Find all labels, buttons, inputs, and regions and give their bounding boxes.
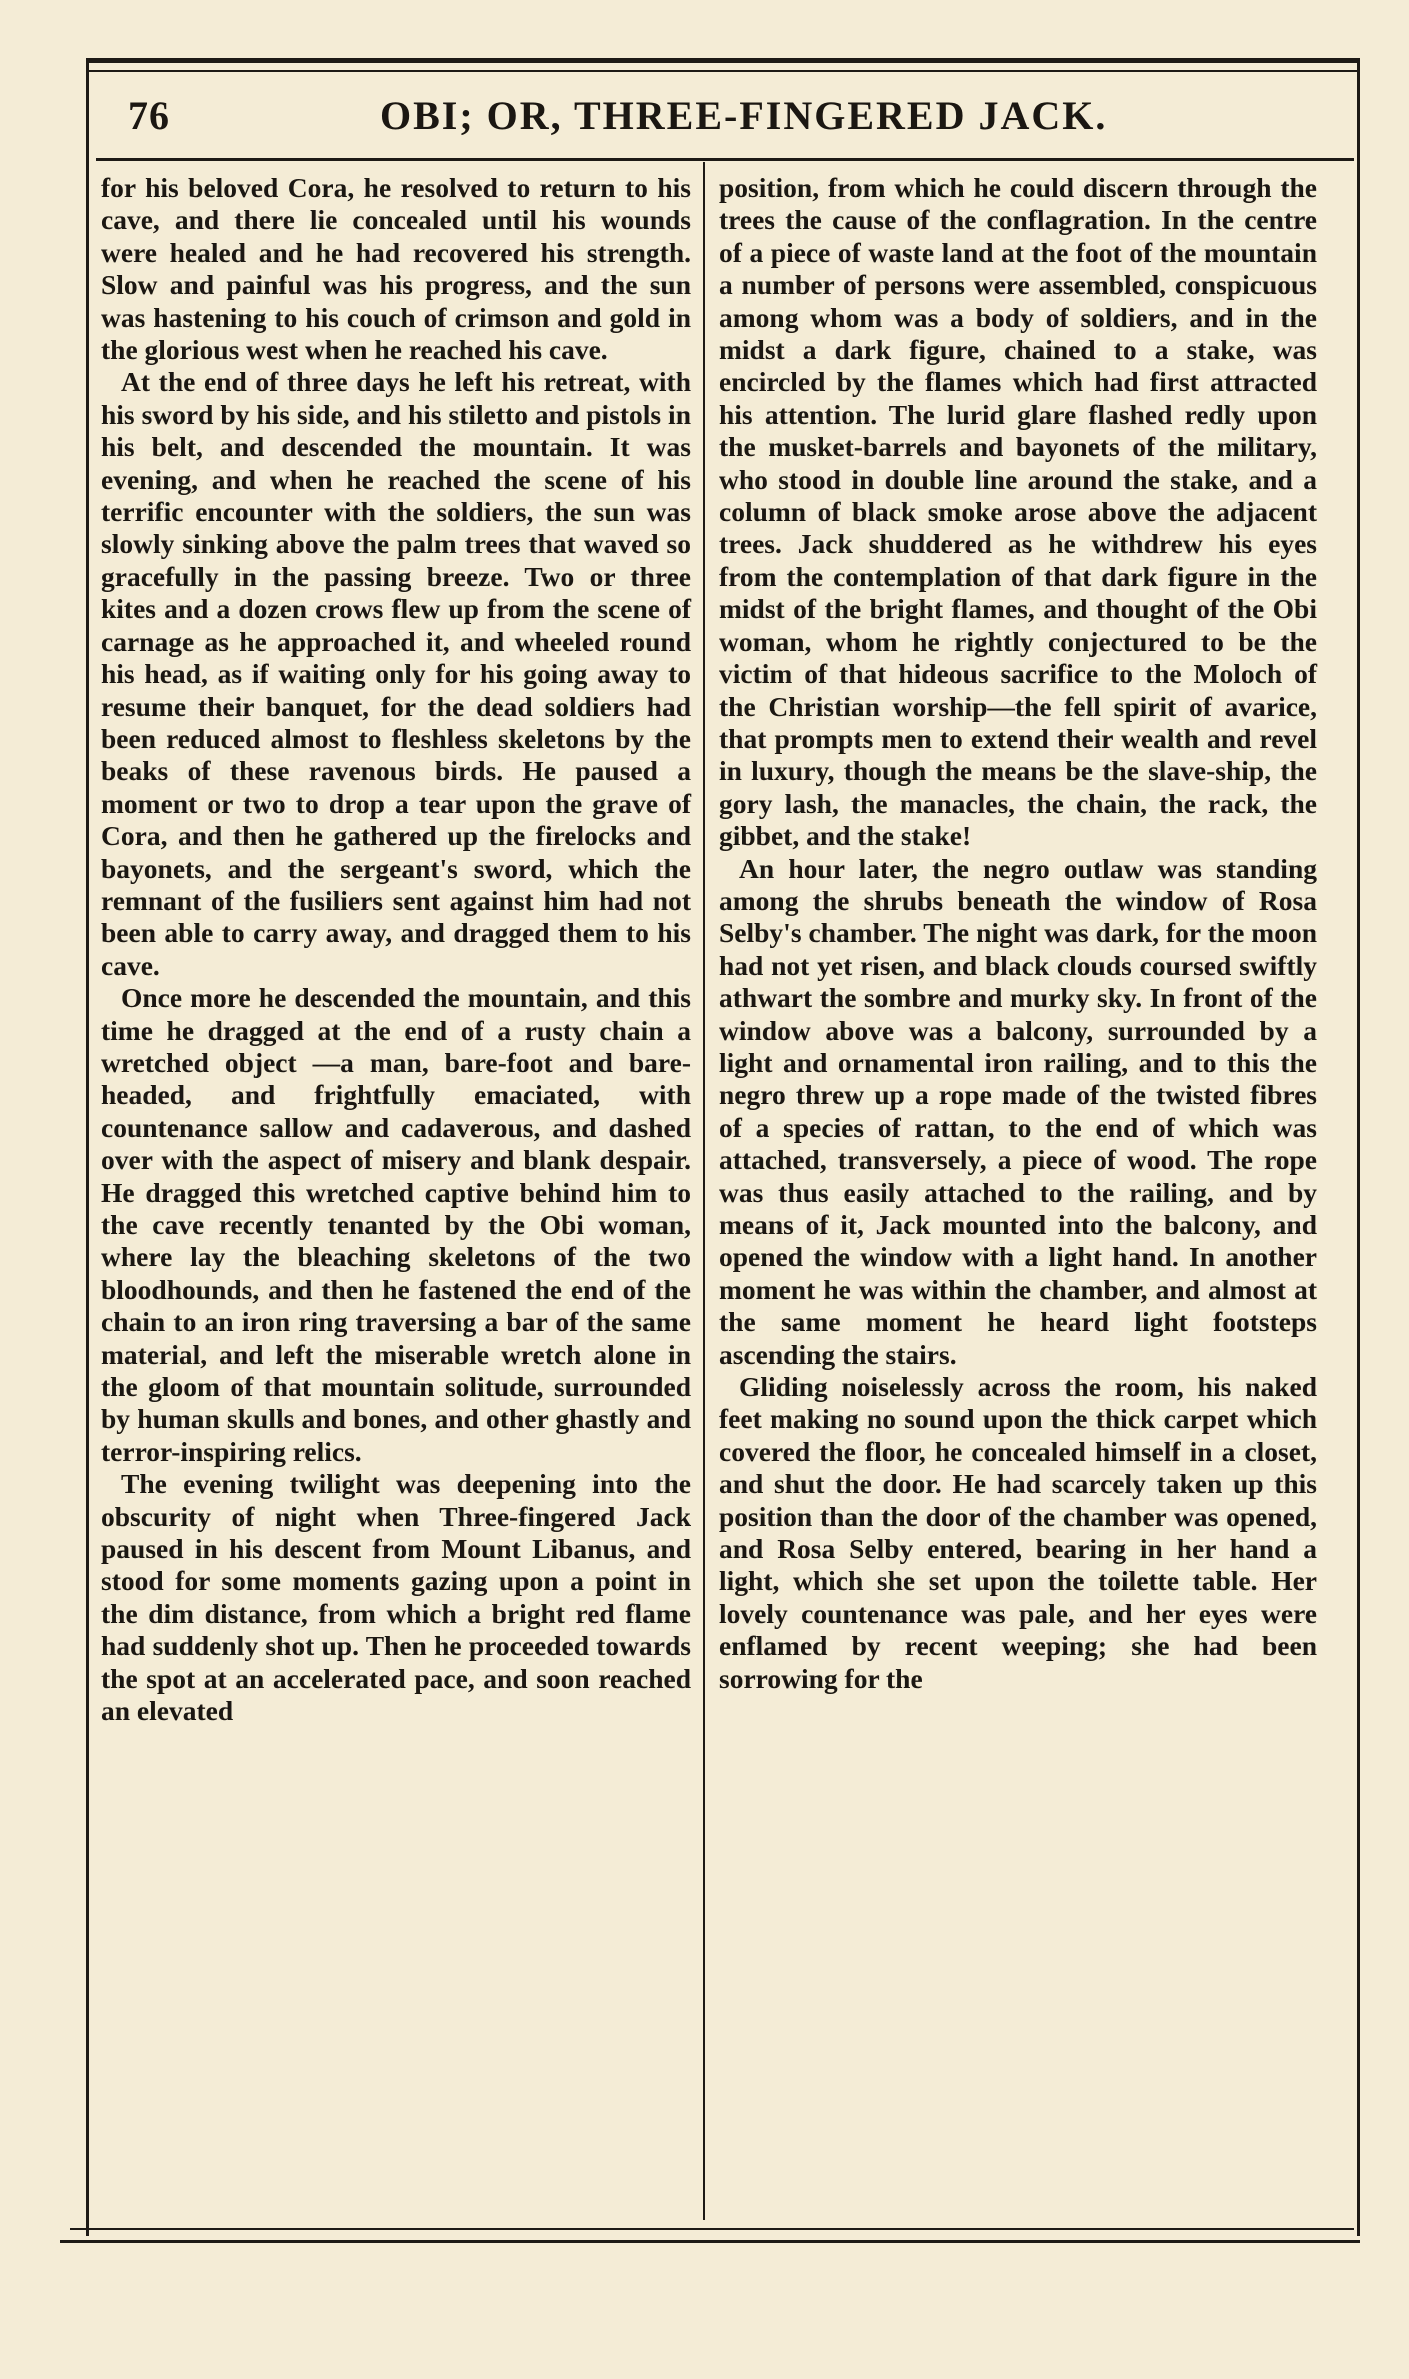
running-title: OBI; OR, THREE-FINGERED JACK.	[380, 93, 1108, 138]
right-column	[719, 172, 1317, 1695]
paragraph: position, from which he could discern through the trees the cause of the conflagration. In the centre of a piece of waste land at the foot of the mountain a number of persons were assembled, conspicuous among whom was a body of soldiers, and in the midst a dark figure, chained to a stake, was encircled by the flames which had first attracted his attention. The lurid glare flashed redly upon the musket-barrels and bayonets of the military, who stood in double line around the stake, and a column of black smoke arose above the adjacent trees. Jack shuddered as he withdrew his eyes from the contemplation of that dark figure in the midst of the bright flames, and thought of the Obi woman, whom he rightly conjectured to be the victim of that hideous sacrifice to the Moloch of the Christian worship—the fell spirit of avarice, that prompts men to extend their wealth and revel in luxury, though the means be the slave-ship, the gory lash, the manacles, the chain, the rack, the gibbet, and the stake!	[719, 172, 1317, 852]
paragraph: Gliding noiselessly across the room, his naked feet making no sound upon the thick carpet which covered the floor, he concealed himself in a closet, and shut the door. He had scarcely taken up this position than the door of the chamber was opened, and Rosa Selby entered, bearing in her hand a light, which she set upon the toilette table. Her lovely countenance was pale, and her eyes were enflamed by recent weeping; she had been sorrowing for the	[719, 1371, 1317, 1694]
bottom-border-rule	[70, 2228, 1354, 2230]
paragraph: for his beloved Cora, he resolved to return to his cave, and there lie concealed until his wounds were healed and he had recovered his strength. Slow and painful was his progress, and the sun was hastening to his couch of crimson and gold in the glorious west when he reached his cave.	[101, 172, 691, 366]
paragraph: At the end of three days he left his retreat, with his sword by his side, and his stiletto and pistols in his belt, and descended the mountain. It was evening, and when he reached the scene of his terrific encounter with the soldiers, the sun was slowly sinking above the palm trees that waved so gracefully in the passing breeze. Two or three kites and a dozen crows flew up from the scene of carnage as he approached it, and wheeled round his head, as if waiting only for his going away to resume their banquet, for the dead soldiers had been reduced almost to fleshless skeletons by the beaks of these ravenous birds. He paused a moment or two to drop a tear upon the grave of Cora, and then he gathered up the firelocks and bayonets, and the sergeant's sword, which the remnant of the fusiliers sent against him had not been able to carry away, and dragged them to his cave.	[101, 366, 691, 981]
paragraph: The evening twilight was deepening into the obscurity of night when Three-fingered Jack paused in his descent from Mount Libanus, and stood for some moments gazing upon a point in the dim distance, from which a bright red flame had suddenly shot up. Then he proceeded towards the spot at an accelerated pace, and soon reached an elevated	[101, 1468, 691, 1727]
left-column	[101, 172, 691, 1728]
page-header	[100, 92, 1340, 154]
page-number: 76	[128, 93, 170, 138]
paragraph: An hour later, the negro outlaw was standing among the shrubs beneath the window of Rosa Selby's chamber. The night was dark, for the moon had not yet risen, and black clouds coursed swiftly athwart the sombre and murky sky. In front of the window above was a balcony, surrounded by a light and ornamental iron railing, and to this the negro threw up a rope made of the twisted fibres of a species of rattan, to the end of which was attached, transversely, a piece of wood. The rope was thus easily attached to the railing, and by means of it, Jack mounted into the balcony, and opened the window with a light hand. In another moment he was within the chamber, and almost at the same moment he heard light footsteps ascending the stairs.	[719, 852, 1317, 1370]
header-rule	[96, 158, 1354, 161]
column-divider	[703, 162, 705, 2220]
paragraph: Once more he descended the mountain, and this time he dragged at the end of a rusty chain a wretched object —a man, bare-foot and bare-headed, and frightfully emaciated, with countenance sallow and cadaverous, and dashed over with the aspect of misery and blank despair. He dragged this wretched captive behind him to the cave recently tenanted by the Obi woman, where lay the bleaching skeletons of the two bloodhounds, and then he fastened the end of the chain to an iron ring traversing a bar of the same material, and left the miserable wretch alone in the gloom of that mountain solitude, surrounded by human skulls and bones, and other ghastly and terror-inspiring relics.	[101, 982, 691, 1467]
bottom-border-rule-outer	[60, 2240, 1360, 2243]
